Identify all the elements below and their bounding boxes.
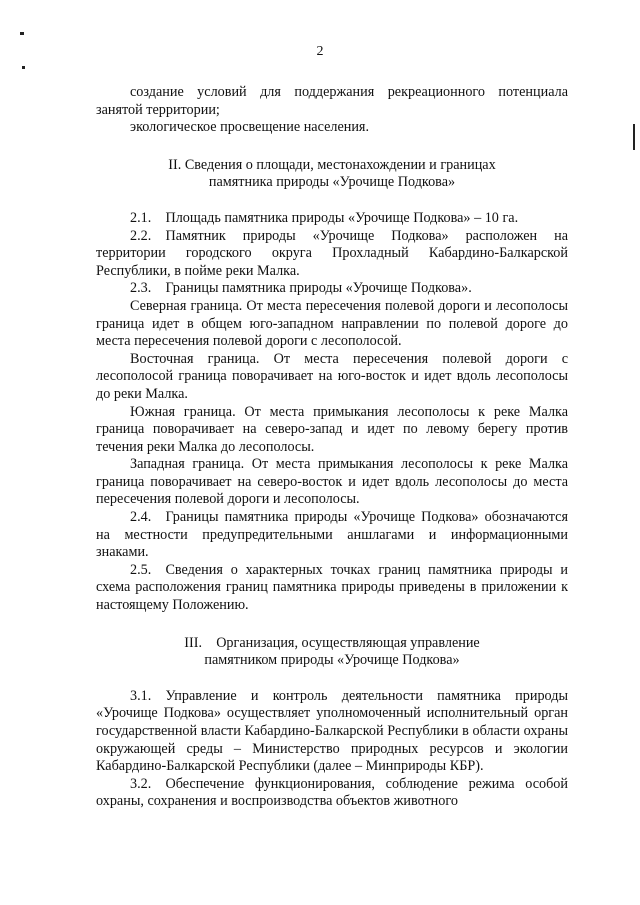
paragraph-2-1: 2.1. Площадь памятника природы «Урочище Подкова» – 10 га. — [130, 209, 519, 226]
east-boundary-paragraph: Восточная граница. От места пересечения полевой дороги с лесополосой граница поворачивает на юго-восток и идет вдоль лесополосы до реки Малка. — [96, 350, 568, 402]
scan-mark-right-edge — [633, 124, 635, 150]
section-2-heading-line-1: II. Сведения о площади, местонахождении и границах — [168, 156, 496, 173]
west-boundary-paragraph: Западная граница. От места примыкания лесополосы к реке Малка граница поворачивает на северо-восток и идет вдоль лесополосы до места пересечения полевой дороги и лесополосы. — [96, 456, 568, 508]
section-3-heading — [96, 635, 568, 670]
paragraph-3-1: 3.1. Управление и контроль деятельности памятника природы «Урочище Подкова» осуществляет уполномоченный исполнительный орган государственной власти Кабардино-Балкарской Республики в области охраны окружающей среды – Министерство природных ресурсов и экологии Кабардино-Балкарской Республики (далее – Минприроды КБР). — [96, 687, 568, 775]
paragraph-2-3: 2.3. Границы памятника природы «Урочище Подкова». — [130, 280, 472, 297]
paragraph-2-2: 2.2. Памятник природы «Урочище Подкова» расположен на территории городского округа Прохладный Кабардино-Балкарской Республики, в пойме реки Малка. — [96, 227, 568, 279]
paragraph-3-2: 3.2. Обеспечение функционирования, соблюдение режима особой охраны, сохранения и воспроизводства объектов животного — [96, 775, 568, 810]
document-body — [96, 84, 568, 811]
section-3-heading-line-1: III. Организация, осуществляющая управление — [184, 634, 480, 651]
section-3-heading-line-2: памятником природы «Урочище Подкова» — [204, 652, 460, 669]
section-2-heading-line-2: памятника природы «Урочище Подкова» — [208, 174, 456, 191]
scan-mark-left-top — [20, 32, 24, 35]
intro-paragraph-2: экологическое просвещение населения. — [130, 119, 370, 136]
section-2-heading — [96, 157, 568, 192]
page-number: 2 — [316, 44, 324, 59]
scan-mark-left-mid — [22, 66, 25, 69]
paragraph-2-4: 2.4. Границы памятника природы «Урочище Подкова» обозначаются на местности предупредительными аншлагами и информационными знаками. — [96, 509, 568, 561]
intro-paragraph-1: создание условий для поддержания рекреационного потенциала занятой территории; — [96, 84, 568, 118]
north-boundary-paragraph: Северная граница. От места пересечения полевой дороги и лесополосы граница идет в общем юго-западном направлении по полевой дороге до места пересечения полевой дороги с лесополосой. — [96, 297, 568, 350]
paragraph-2-5: 2.5. Сведения о характерных точках границ памятника природы и схема расположения границ памятника природы приведены в приложении к настоящему Положению. — [96, 561, 568, 614]
south-boundary-paragraph: Южная граница. От места примыкания лесополосы к реке Малка граница поворачивает на северо-запад и идет по левому берегу против течения реки Малка до лесополосы. — [96, 403, 568, 455]
